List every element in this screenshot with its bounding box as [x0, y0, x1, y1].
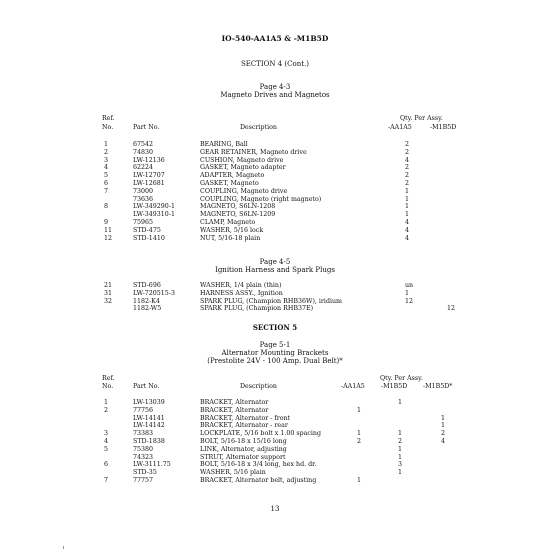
table-row — [0, 430, 550, 438]
section5-page-label: Page 5-1 — [259, 341, 291, 349]
table-row — [0, 469, 550, 477]
cell-desc: WASHER, 5/16 plain — [200, 469, 266, 477]
cell-ref: 2 — [104, 148, 109, 156]
cell-desc: SPARK PLUG, (Champion RHB37E) — [200, 305, 314, 313]
cell-desc: GASKET, Magneto adapter — [200, 164, 286, 172]
section5-subtitle2: (Prestolite 24V - 100 Amp. Dual Belt)* — [207, 357, 343, 365]
table-row — [0, 227, 550, 235]
cell-part: 74830 — [133, 148, 154, 156]
col-part-label: Part No. — [133, 124, 160, 131]
cell-desc: BRACKET, Alternator - front — [200, 414, 291, 422]
s5-col-qty-label: Qty. Per Assy. — [380, 375, 423, 382]
cell-q1: 2 — [357, 438, 362, 445]
section-heading: SECTION 4 (Cont.) — [240, 60, 310, 68]
cell-q1: 12 — [405, 297, 414, 305]
table-row — [0, 298, 550, 306]
cell-q1: 1 — [405, 289, 410, 297]
cell-part: LW-3111.75 — [133, 461, 171, 469]
table-row — [0, 446, 550, 454]
s5-col-q2-label: -M1B5D — [381, 383, 408, 390]
cell-q1: 1 — [405, 211, 410, 219]
cell-q1: 2 — [405, 164, 410, 172]
cell-ref: 5 — [104, 445, 109, 453]
cell-part: LW-14141 — [133, 414, 165, 422]
cell-desc: HARNESS ASSY., Ignition — [200, 289, 283, 297]
cell-ref: 1 — [104, 399, 109, 406]
cell-part: LW-12707 — [133, 172, 165, 180]
cell-desc: GEAR RETAINER, Magneto drive — [200, 148, 307, 156]
cell-desc: WASHER, 5/16 lock — [200, 226, 264, 234]
cell-ref: 31 — [104, 289, 113, 297]
s5-col-no-label: No. — [102, 383, 114, 390]
cell-ref: 6 — [104, 461, 109, 469]
cell-q3: 4 — [441, 438, 446, 445]
table-row — [0, 305, 550, 313]
cell-desc: NUT, 5/16-18 plain — [200, 234, 261, 242]
cell-q1: 1 — [405, 203, 410, 211]
cell-q1: 1 — [357, 477, 362, 484]
table-row — [0, 235, 550, 243]
cell-desc: BRACKET, Alternator belt, adjusting — [200, 477, 317, 484]
cell-q2: 1 — [398, 445, 403, 453]
cell-desc: WASHER, 1/4 plain (thin) — [200, 282, 282, 289]
cell-desc: LINK, Alternator, adjusting — [200, 445, 287, 453]
col-q2-label: -M1B5D — [430, 124, 457, 131]
table-row — [0, 454, 550, 462]
cell-ref: 7 — [104, 477, 109, 484]
table-row — [0, 438, 550, 446]
table-row — [0, 164, 550, 172]
table-row — [0, 219, 550, 227]
table-row — [0, 461, 550, 469]
cell-ref: 32 — [104, 297, 113, 305]
cell-part: 62224 — [133, 164, 154, 172]
cell-part: 73636 — [133, 195, 154, 203]
cell-desc: COUPLING, Magneto (right magneto) — [200, 195, 322, 203]
cell-desc: BOLT, 5/16-18 x 15/16 long — [200, 438, 287, 445]
cell-q1: 1 — [357, 430, 362, 438]
cell-ref: 3 — [104, 156, 109, 164]
table-row — [0, 157, 550, 165]
cell-part: 77757 — [133, 477, 154, 484]
cell-part: STD-1410 — [133, 234, 165, 242]
cell-ref: 7 — [104, 187, 109, 195]
cell-q1: 4 — [405, 234, 410, 242]
cell-q2: 1 — [398, 399, 403, 406]
cell-part: LW-14142 — [133, 422, 165, 430]
part1-title: Magneto Drives and Magnetos — [220, 91, 330, 99]
cell-ref: 9 — [104, 219, 109, 226]
cell-ref: 11 — [104, 226, 113, 234]
cell-desc: BRACKET, Alternator — [200, 406, 269, 414]
table-row — [0, 407, 550, 415]
cell-part: STD-35 — [133, 469, 157, 477]
cell-desc: BEARING, Ball — [200, 141, 248, 148]
margin-mark — [63, 546, 64, 549]
cell-desc: BRACKET, Alternator — [200, 399, 269, 406]
cell-part: 75380 — [133, 445, 154, 453]
table-row — [0, 399, 550, 407]
cell-q1: 2 — [405, 148, 410, 156]
cell-part: STD-696 — [133, 282, 161, 289]
table-row — [0, 180, 550, 188]
cell-desc: SPARK PLUG, (Champion RHB36W), iridium — [200, 297, 343, 305]
cell-part: LW-13039 — [133, 399, 165, 406]
cell-desc: MAGNETO, S6LN-1208 — [200, 203, 276, 211]
cell-q2: 1 — [398, 453, 403, 461]
cell-part: LW-12681 — [133, 180, 165, 187]
cell-q2: 2 — [398, 438, 403, 445]
cell-part: 1182-K4 — [133, 297, 160, 305]
part1-page-label: Page 4-3 — [259, 83, 291, 91]
table-row — [0, 290, 550, 298]
page-number: 13 — [270, 505, 280, 513]
s5-col-desc-label: Description — [240, 383, 277, 390]
table-row — [0, 211, 550, 219]
cell-q2: 3 — [398, 461, 403, 469]
col-no-label: No. — [102, 124, 114, 131]
cell-desc: BOLT, 5/16-18 x 3/4 long, hex hd. dr. — [200, 461, 317, 469]
cell-part: STD-1838 — [133, 438, 165, 445]
cell-part: 67542 — [133, 141, 154, 148]
cell-desc: CLAMP, Magneto — [200, 219, 256, 226]
cell-part: STD-475 — [133, 226, 161, 234]
cell-ref: 1 — [104, 141, 109, 148]
cell-ref: 4 — [104, 164, 109, 172]
cell-q3: 2 — [441, 430, 446, 438]
cell-part: 75965 — [133, 219, 154, 226]
cell-ref: 21 — [104, 282, 113, 289]
cell-ref: 8 — [104, 203, 109, 211]
cell-desc: STRUT, Alternator support — [200, 453, 286, 461]
cell-q1: 4 — [405, 219, 410, 226]
s5-col-part-label: Part No. — [133, 383, 160, 390]
cell-part: LW-349310-1 — [133, 211, 175, 219]
cell-q2: 1 — [398, 469, 403, 477]
cell-desc: ADAPTER, Magneto — [200, 172, 265, 180]
cell-ref: 2 — [104, 406, 109, 414]
section5-heading: SECTION 5 — [252, 323, 298, 332]
cell-ref: 6 — [104, 180, 109, 187]
col-desc-label: Description — [240, 124, 277, 131]
table-row — [0, 196, 550, 204]
document-title: IO-540-AA1A5 & -M1B5D — [221, 34, 329, 43]
table-row — [0, 422, 550, 430]
cell-part: 77756 — [133, 406, 154, 414]
cell-q1: 2 — [405, 141, 410, 148]
table-row — [0, 415, 550, 423]
cell-part: 73383 — [133, 430, 154, 438]
table-row — [0, 172, 550, 180]
cell-ref: 5 — [104, 172, 109, 180]
table-row — [0, 141, 550, 149]
part2-title: Ignition Harness and Spark Plugs — [215, 266, 335, 274]
s5-col-q1-label: -AA1A5 — [341, 383, 365, 390]
cell-q3: 1 — [441, 422, 446, 430]
cell-part: 73000 — [133, 187, 154, 195]
cell-ref: 12 — [104, 234, 113, 242]
cell-desc: CUSHION, Magneto drive — [200, 156, 284, 164]
cell-ref: 3 — [104, 430, 109, 438]
cell-desc: COUPLING, Magneto drive — [200, 187, 288, 195]
cell-q1: 1 — [357, 406, 362, 414]
cell-q1: 4 — [405, 226, 410, 234]
cell-q1: 1 — [405, 195, 410, 203]
cell-q2: 12 — [447, 305, 456, 313]
s5-col-ref-label: Ref. — [102, 375, 115, 382]
section5-subtitle: Alternator Mounting Brackets — [221, 349, 329, 357]
cell-q1: 2 — [405, 180, 410, 187]
cell-part: 74323 — [133, 453, 154, 461]
cell-q1: 2 — [405, 172, 410, 180]
cell-q3: 1 — [441, 414, 446, 422]
cell-part: LW-349290-1 — [133, 203, 175, 211]
cell-desc: LOCKPLATE, 5/16 bolt x 1.00 spacing — [200, 430, 322, 438]
s5-col-q3-label: -M1B5D* — [423, 383, 453, 390]
cell-desc: BRACKET, Alternator - rear — [200, 422, 288, 430]
cell-part: LW-12136 — [133, 156, 165, 164]
table-row — [0, 149, 550, 157]
cell-desc: GASKET, Magneto — [200, 180, 259, 187]
cell-q1: 4 — [405, 156, 410, 164]
cell-q1: 1 — [405, 187, 410, 195]
table-row — [0, 282, 550, 290]
col-qty-label: Qty. Per Assy. — [400, 115, 443, 122]
cell-part: 1182-W5 — [133, 305, 162, 313]
table-row — [0, 188, 550, 196]
col-q1-label: -AA1A5 — [388, 124, 412, 131]
cell-desc: MAGNETO, S6LN-1209 — [200, 211, 276, 219]
table-row — [0, 477, 550, 485]
cell-part: LW-720515-3 — [133, 289, 175, 297]
col-ref-label: Ref. — [102, 115, 115, 122]
cell-ref: 4 — [104, 438, 109, 445]
table-row — [0, 203, 550, 211]
cell-q2: 1 — [398, 430, 403, 438]
cell-q1: un — [405, 282, 414, 289]
part2-page-label: Page 4-5 — [259, 258, 291, 266]
